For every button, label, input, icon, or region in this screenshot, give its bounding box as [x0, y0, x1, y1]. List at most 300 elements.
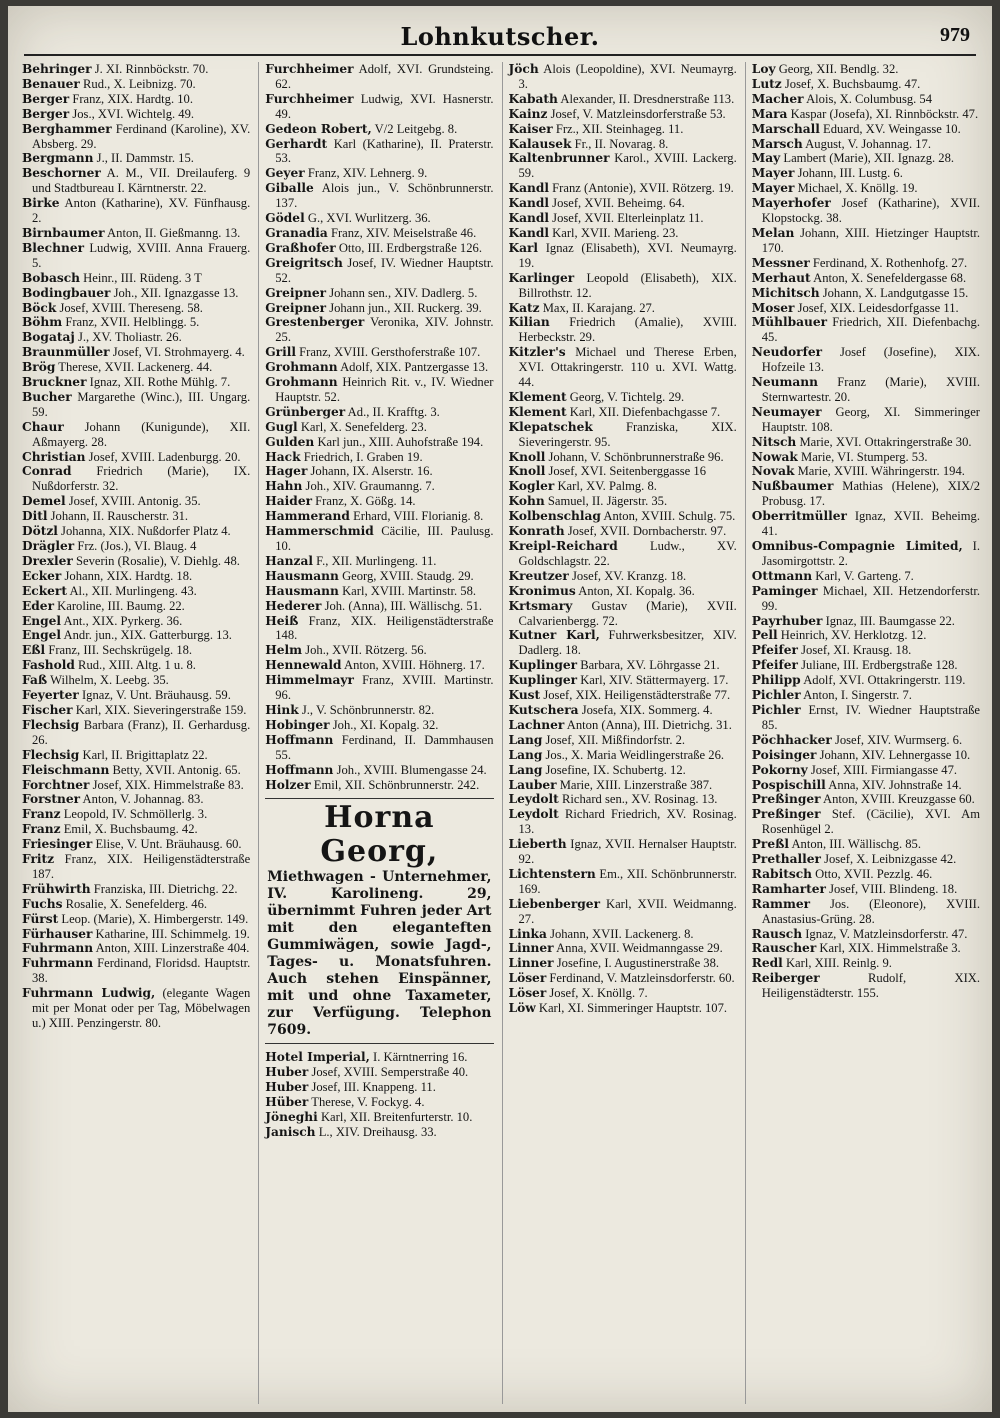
entry-details: J., V. Schönbrunnerstr. 82.: [301, 702, 435, 717]
entry-name: Ramharter: [751, 881, 826, 896]
directory-entry: [509, 971, 737, 986]
directory-entry: [509, 315, 737, 345]
directory-entry: [265, 569, 493, 584]
entry-name: Kronimus: [508, 583, 576, 598]
entry-name: Geyer: [265, 166, 305, 181]
entry-name: Fuhrmann Ludwig,: [22, 986, 156, 1001]
directory-entry: [509, 464, 737, 479]
directory-entry: [752, 345, 980, 375]
entry-details: Josefine, IX. Schubertg. 12.: [545, 762, 686, 777]
directory-entry: [752, 807, 980, 837]
entry-details: Juliane, III. Erdbergstraße 128.: [801, 658, 958, 673]
entry-details: Karl, II. Brigittaplatz 22.: [82, 747, 208, 762]
entry-details: Marie, XVI. Ottakringerstraße 30.: [799, 434, 972, 449]
entry-name: Ottmann: [751, 568, 813, 583]
directory-entry: [22, 584, 250, 599]
entry-details: Karol., XVIII. Lackerg. 59.: [518, 151, 737, 181]
entry-details: Cäcilie, III. Paulusg. 10.: [275, 524, 494, 553]
entry-details: Josef, X. Buchsbaumg. 47.: [784, 76, 921, 91]
entry-name: Conrad: [22, 464, 72, 479]
entry-name: Rammer: [751, 896, 811, 911]
directory-entry: [22, 703, 250, 718]
directory-entry: [509, 92, 737, 107]
entry-details: Anton, XVIII. Kreuzgasse 60.: [823, 792, 975, 807]
entry-name: Furchheimer: [265, 62, 354, 76]
entry-details: Johann, XIX. Hardtg. 18.: [64, 568, 193, 583]
entry-name: Ecker: [22, 568, 62, 583]
entry-name: Hink: [265, 702, 299, 717]
entry-name: Hotel Imperial,: [265, 1050, 370, 1065]
directory-entry: [265, 763, 493, 778]
entry-name: Preßinger: [751, 792, 821, 807]
directory-entry: [22, 688, 250, 703]
directory-entry: [509, 420, 737, 450]
entry-details: Karl (Katharine), II. Praterstr. 53.: [275, 136, 494, 166]
directory-entry: [265, 420, 493, 435]
directory-entry: [22, 628, 250, 643]
entry-details: Johann, IX. Alserstr. 16.: [310, 464, 433, 479]
directory-entry: [509, 271, 737, 301]
directory-entry: [509, 137, 737, 152]
entry-details: Franz, XVII. Helblingg. 5.: [65, 315, 200, 330]
directory-entry: [509, 181, 737, 196]
column-2: [258, 62, 493, 1404]
directory-entry: [509, 226, 737, 241]
entry-name: Fürst: [22, 911, 59, 926]
entry-details: L., XIV. Dreihausg. 33.: [318, 1124, 437, 1139]
entry-name: Fuhrmann: [22, 941, 94, 956]
directory-entry: [752, 956, 980, 971]
entry-name: Pichler: [751, 688, 801, 703]
entry-details: Heinrich Rit. v., IV. Wiedner Hauptstr. 52.: [275, 375, 494, 404]
entry-name: Fuchs: [22, 896, 63, 911]
directory-entry: [509, 703, 737, 718]
entry-name: Messner: [751, 255, 810, 270]
directory-entry: [752, 107, 980, 122]
entry-details: Erhard, VIII. Florianig. 8.: [353, 509, 484, 524]
directory-page: [8, 6, 992, 1412]
entry-details: Ferdinand, X. Rothenhofg. 27.: [812, 255, 968, 270]
entry-details: Anton, XIII. Linzerstraße 404.: [95, 941, 250, 956]
entry-name: Hausmann: [265, 568, 339, 583]
directory-entry: [265, 718, 493, 733]
directory-entry: [752, 196, 980, 226]
entry-details: Adolf, XIX. Pantzergasse 13.: [340, 360, 489, 375]
entry-name: Michitsch: [751, 285, 820, 300]
entry-name: Forstner: [22, 792, 81, 807]
entry-details: Josef, XI. Krausg. 18.: [801, 643, 912, 658]
entry-details: Franz, XVIII. Martinstr. 96.: [275, 673, 494, 703]
entry-details: Anna, XIV. Johnstraße 14.: [828, 777, 962, 792]
entry-name: Lang: [508, 732, 543, 747]
entry-details: Johann, III. Lustg. 6.: [797, 166, 903, 181]
entry-name: Janisch: [265, 1124, 316, 1139]
entry-name: Kohn: [508, 494, 545, 509]
entry-name: Kaltenbrunner: [508, 151, 610, 166]
entry-name: Engel: [22, 613, 62, 628]
entry-name: Lauber: [508, 777, 557, 792]
directory-entry: [265, 345, 493, 360]
directory-entry: [752, 77, 980, 92]
directory-entry: [752, 286, 980, 301]
directory-entry: [22, 718, 250, 748]
entry-name: Jöneghi: [265, 1110, 318, 1125]
directory-entry: [22, 643, 250, 658]
entry-name: Granadia: [265, 225, 328, 240]
page-title: Lohnkutscher.: [400, 22, 600, 51]
directory-entry: [509, 837, 737, 867]
entry-details: Adolf, XVI. Ottakringerstr. 119.: [803, 673, 966, 688]
entry-name: Berger: [22, 106, 70, 121]
directory-entry: [509, 345, 737, 390]
entry-details: Rudolf, XIX. Heiligenstädterstr. 155.: [761, 971, 980, 1001]
entry-name: Forchtner: [22, 777, 90, 792]
entry-name: Novak: [751, 464, 795, 479]
directory-entry: [22, 539, 250, 554]
directory-entry: [509, 658, 737, 673]
entry-name: Flechsig: [22, 747, 80, 762]
directory-entry: [752, 92, 980, 107]
entry-details: Marie, VI. Stumperg. 53.: [801, 449, 928, 464]
directory-entry: [22, 614, 250, 629]
entry-details: Veronika, XIV. Johnstr. 25.: [275, 315, 494, 345]
entry-details: Ignaz, III. Baumgasse 22.: [825, 613, 955, 628]
entry-name: Kandl: [508, 225, 550, 240]
entry-details: Anton, X. Senefeldergasse 68.: [813, 270, 967, 285]
entry-name: Hederer: [265, 598, 322, 613]
directory-entry: [752, 226, 980, 256]
directory-entry: [22, 927, 250, 942]
directory-entry: [752, 852, 980, 867]
directory-entry: [22, 852, 250, 882]
entry-name: Hammerand: [265, 509, 350, 524]
entry-name: Rausch: [751, 926, 803, 941]
entry-details: Josef, XII. Mißfindorfstr. 2.: [545, 732, 686, 747]
entry-name: Gugl: [265, 419, 298, 434]
column-3: [502, 62, 737, 1404]
directory-entry: [22, 822, 250, 837]
entry-name: Birke: [22, 196, 60, 211]
entry-details: Josefine, I. Augustinerstraße 38.: [556, 956, 720, 971]
directory-entry: [752, 539, 980, 569]
entry-name: Hoffmann: [265, 732, 334, 747]
entry-details: Al., XII. Murlingeng. 43.: [69, 583, 197, 598]
entry-name: Kaiser: [508, 121, 553, 136]
entry-name: Greipner: [265, 300, 327, 315]
entry-details: Anton, I. Singerstr. 7.: [803, 688, 912, 703]
entry-name: Karl: [508, 240, 539, 255]
entry-name: Oberritmüller: [751, 509, 847, 524]
directory-entry: [22, 62, 250, 77]
directory-entry: [752, 941, 980, 956]
entry-details: Joh., XIV. Graumanng. 7.: [305, 479, 435, 494]
entry-name: Marsch: [751, 136, 803, 151]
entry-name: Gödel: [265, 211, 305, 226]
entry-name: Kilian: [508, 315, 550, 330]
entry-name: Philipp: [751, 673, 801, 688]
entry-details: Karl, X. Senefelderg. 23.: [300, 419, 427, 434]
page-number: 979: [940, 24, 970, 46]
directory-entry: [509, 569, 737, 584]
entry-name: Lang: [508, 762, 543, 777]
entry-details: Ignaz (Elisabeth), XVI. Neumayrg. 19.: [518, 240, 737, 270]
entry-details: Ad., II. Krafftg. 3.: [347, 404, 440, 419]
entry-details: Ferdinand, V. Matzleinsdorferstr. 60.: [549, 971, 735, 986]
directory-entry: [752, 435, 980, 450]
entry-details: Samuel, II. Jägerstr. 35.: [547, 494, 668, 509]
directory-entry: [752, 137, 980, 152]
entry-name: Lachner: [508, 717, 565, 732]
entry-name: Mühlbauer: [751, 315, 828, 330]
directory-entry: [265, 315, 493, 345]
entry-details: I. Jasomirgottstr. 2.: [761, 539, 980, 568]
entry-name: Fürhauser: [22, 926, 93, 941]
directory-entry: [752, 927, 980, 942]
entry-details: Gustav (Marie), XVII. Calvarienbergg. 72.: [518, 598, 737, 628]
entry-details: Marie, XVIII. Währingerstr. 194.: [797, 464, 965, 479]
entry-details: Josef, III. Knappeng. 11.: [311, 1080, 436, 1095]
entry-name: Franz: [22, 807, 61, 822]
directory-entry: [265, 1095, 493, 1110]
entry-details: Andr. jun., XIX. Gatterburgg. 13.: [63, 628, 232, 643]
entry-name: Knoll: [508, 464, 546, 479]
entry-details: Josef, V. Matzleinsdorferstraße 53.: [550, 106, 726, 121]
directory-entry: [265, 778, 493, 793]
entry-details: Karl, XI. Simmeringer Hauptstr. 107.: [538, 1001, 728, 1016]
entry-name: Knoll: [508, 449, 546, 464]
directory-entry: [265, 256, 493, 286]
entry-details: Karl, V. Garteng. 7.: [815, 568, 914, 583]
entry-name: Poisinger: [751, 747, 817, 762]
advertisement-text: Miethwagen - Unternehmer, IV. Karolineng. 29, übernimmt Fuhren jeder Art mit den eleganteften Gummiwägen, sowie Jagd-, Tages- u. Monatsfuhren. Auch stehen Einspänner, mit und ohne Taxameter, zur Verfügung. Telephon 7609.: [267, 869, 492, 1039]
directory-entry: [752, 122, 980, 137]
directory-entry: [752, 748, 980, 763]
entry-details: August, V. Johannag. 17.: [805, 136, 931, 151]
directory-entry: [509, 718, 737, 733]
entry-name: Christian: [22, 449, 86, 464]
directory-entry: [265, 166, 493, 181]
entry-name: Mayerhofer: [751, 196, 831, 211]
directory-entry: [22, 375, 250, 390]
entry-details: Karl, XII. Breitenfurterstr. 10.: [320, 1110, 473, 1125]
directory-entry: [509, 673, 737, 688]
entry-name: Preßinger: [751, 807, 821, 822]
entry-name: Hennewald: [265, 658, 342, 673]
directory-entry: [265, 301, 493, 316]
entry-name: Bucher: [22, 389, 72, 404]
entry-details: Franz, XIX. Heiligenstädterstraße 187.: [32, 852, 251, 881]
directory-entry: [265, 360, 493, 375]
directory-entry: [509, 241, 737, 271]
entry-details: J., II. Dammstr. 15.: [96, 151, 194, 166]
directory-entry: [265, 62, 493, 92]
entry-details: Betty, XVII. Antonig. 65.: [112, 762, 241, 777]
entry-details: Anton, XI. Kopalg. 36.: [578, 583, 695, 598]
entry-name: Haider: [265, 494, 312, 509]
entry-name: Hausmann: [265, 583, 339, 598]
entry-name: Friesinger: [22, 837, 93, 852]
entry-name: Dötzl: [22, 524, 58, 539]
entry-name: Hack: [265, 449, 301, 464]
entry-name: Lieberth: [508, 837, 567, 852]
directory-entry: [752, 569, 980, 584]
entry-details: G., XVI. Wurlitzerg. 36.: [307, 211, 431, 226]
entry-name: Faß: [22, 673, 48, 688]
directory-entry: [22, 286, 250, 301]
directory-entry: [752, 584, 980, 614]
entry-name: Drexler: [22, 553, 73, 568]
entry-details: Ludwig, XVIII. Anna Frauerg. 5.: [32, 240, 251, 270]
entry-details: Joh., XI. Kopalg. 32.: [332, 717, 439, 732]
directory-entry: [509, 479, 737, 494]
entry-details: Marie, XIII. Linzerstraße 387.: [559, 777, 713, 792]
directory-entry: [509, 748, 737, 763]
directory-entry: [509, 1001, 737, 1016]
directory-entry: [509, 151, 737, 181]
entry-name: Kuplinger: [508, 673, 578, 688]
entry-details: Karl, XIII. Reinlg. 9.: [785, 956, 892, 971]
directory-entry: [265, 1080, 493, 1095]
entry-name: Fashold: [22, 658, 75, 673]
entry-details: Anna, XVII. Weidmanngasse 29.: [556, 941, 723, 956]
directory-entry: [509, 688, 737, 703]
directory-entry: [22, 658, 250, 673]
entry-details: Ferdinand, Floridsd. Hauptstr. 38.: [32, 956, 251, 986]
directory-entry: [509, 927, 737, 942]
entry-details: Joh., XVIII. Blumengasse 24.: [336, 762, 487, 777]
entry-name: Neudorfer: [751, 345, 822, 360]
directory-entry: [752, 971, 980, 1001]
entry-details: Josef, XV. Kranzg. 18.: [572, 568, 687, 583]
entry-name: Pfeifer: [751, 658, 798, 673]
directory-entry: [265, 226, 493, 241]
directory-entry: [752, 166, 980, 181]
directory-entry: [509, 599, 737, 629]
entry-details: Johann, V. Schönbrunnerstraße 96.: [548, 449, 724, 464]
directory-entry: [265, 703, 493, 718]
entry-details: Rosalie, X. Senefelderg. 46.: [65, 896, 208, 911]
entry-name: Rabitsch: [751, 866, 812, 881]
entry-name: Holzer: [265, 777, 311, 792]
entry-details: Johann sen., XIV. Dadlerg. 5.: [329, 285, 478, 300]
entry-details: Josef, XIX. Leidesdorfgasse 11.: [797, 300, 959, 315]
directory-entry: [752, 882, 980, 897]
directory-entry: [22, 673, 250, 688]
entry-name: Löw: [508, 1001, 536, 1016]
entry-details: A. M., VII. Dreilauferg. 9 und Stadtbureau I. Kärntnerstr. 22.: [32, 166, 251, 196]
entry-details: Alois (Leopoldine), XVI. Neumayrg. 3.: [518, 62, 737, 91]
entry-name: Kandl: [508, 181, 550, 196]
entry-name: Hüber: [265, 1095, 309, 1110]
entry-name: Chaur: [22, 419, 64, 434]
entry-name: Kainz: [508, 106, 548, 121]
entry-details: Michael und Therese Erben, XVI. Ottakringerstr. 110 u. XVI. Wattg. 44.: [518, 345, 737, 390]
directory-entry: [22, 554, 250, 569]
entry-details: Franz, XIV. Meiselstraße 46.: [330, 225, 477, 240]
entry-name: Pokorny: [751, 762, 808, 777]
entry-name: Birnbaumer: [22, 225, 105, 240]
directory-entry: [752, 614, 980, 629]
entry-details: Johann, XIII. Hietzinger Hauptstr. 170.: [761, 225, 980, 255]
entry-name: Kogler: [508, 479, 555, 494]
advertisement-title: Horna Georg,: [320, 800, 439, 870]
directory-entry: [22, 599, 250, 614]
entry-name: Pell: [751, 628, 778, 643]
entry-name: Kutschera: [508, 702, 579, 717]
entry-name: Linka: [508, 926, 547, 941]
entry-name: Mayer: [751, 166, 795, 181]
directory-entry: [265, 599, 493, 614]
entry-details: Johann, X. Landgutgasse 15.: [822, 285, 969, 300]
entry-name: Eder: [22, 598, 54, 613]
entry-name: Leydolt: [508, 792, 559, 807]
entry-details: Fuhrwerksbesitzer, XIV. Dadlerg. 18.: [518, 628, 737, 658]
entry-name: Fischer: [22, 702, 73, 717]
directory-entry: [265, 509, 493, 524]
entry-details: Jos., XVI. Wichtelg. 49.: [72, 106, 195, 121]
entry-name: Payrhuber: [751, 613, 823, 628]
directory-entry: [265, 137, 493, 167]
entry-name: Löser: [508, 971, 547, 986]
entry-details: Karl, XVII. Marieng. 23.: [552, 225, 679, 240]
directory-entry: [265, 673, 493, 703]
entry-name: Beschorner: [22, 166, 101, 181]
entry-name: Frühwirth: [22, 881, 91, 896]
entry-name: Karlinger: [508, 270, 575, 285]
entry-details: Johann, XVII. Lackenerg. 8.: [550, 926, 694, 941]
entry-name: Kandl: [508, 211, 550, 226]
directory-entry: [752, 62, 980, 77]
entry-name: Greigritsch: [265, 255, 343, 270]
entry-name: Eßl: [22, 643, 46, 658]
entry-name: Linner: [508, 956, 554, 971]
entry-details: Josef, XVI. Seitenberggasse 16: [548, 464, 707, 479]
directory-entry: [509, 956, 737, 971]
entry-name: Redl: [751, 956, 783, 971]
entry-name: Grohmann: [265, 375, 338, 390]
directory-entry: [509, 509, 737, 524]
entry-name: Mara: [751, 106, 788, 121]
directory-entry: [752, 763, 980, 778]
entry-name: Fuhrmann: [22, 956, 94, 971]
directory-entry: [752, 375, 980, 405]
entry-name: Hammerschmid: [265, 524, 374, 539]
entry-name: Feyerter: [22, 688, 79, 703]
entry-name: Nußbaumer: [751, 479, 834, 494]
entry-details: Rud., X. Leibnizg. 70.: [83, 76, 196, 91]
entry-name: Grill: [265, 345, 296, 360]
entry-details: Karoline, III. Baumg. 22.: [57, 598, 185, 613]
entry-name: Klement: [508, 389, 567, 404]
entry-name: Loy: [751, 62, 776, 76]
entry-name: Krtsmary: [508, 598, 573, 613]
directory-entry: [752, 673, 980, 688]
entry-details: Ant., XIX. Pyrkerg. 36.: [63, 613, 183, 628]
directory-entry: [752, 151, 980, 166]
entry-name: Gerhardt: [265, 136, 328, 151]
entry-details: Josef, XIII. Firmiangasse 47.: [810, 762, 958, 777]
entry-details: Josef, XVII. Dornbacherstr. 97.: [567, 524, 727, 539]
entry-details: Anton, XVIII. Schulg. 75.: [603, 509, 736, 524]
entry-details: Jos. (Eleonore), XVIII. Anastasius-Grüng. 28.: [761, 896, 980, 926]
entry-name: Nitsch: [751, 434, 797, 449]
entry-details: Leopold (Elisabeth), XIX. Billrothstr. 12.: [518, 270, 737, 300]
directory-entry: [22, 897, 250, 912]
entry-details: Josef, XVII. Elterleinplatz 11.: [552, 211, 704, 226]
directory-entry: [265, 286, 493, 301]
entry-details: Johann (Kunigunde), XII. Aßmayerg. 28.: [32, 419, 251, 449]
directory-entry: [752, 897, 980, 927]
